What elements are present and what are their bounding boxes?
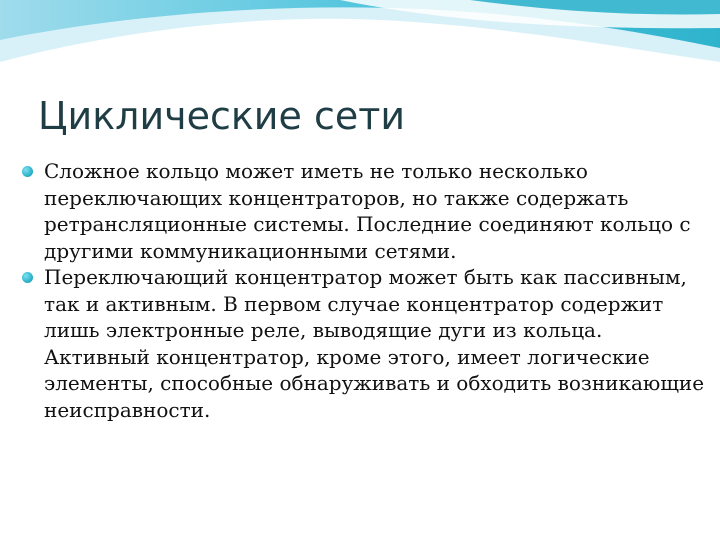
header-wave-decoration <box>0 0 720 90</box>
bullet-text: Переключающий концентратор может быть как пассивным, так и активным. В первом случае концентратор содержит лишь электронные реле, выводящие дуги из кольца. Активный концентратор, кроме этого, имеет логические элементы, способные обнаруживать и обходить возникающие неисправности. <box>44 265 705 422</box>
bullet-item <box>22 158 712 264</box>
slide-title: Циклические сети <box>38 94 406 138</box>
bullet-item <box>22 264 712 423</box>
bullet-text: Сложное кольцо может иметь не только несколько переключающих концентраторов, но также содержать ретрансляционные системы. Последние соединяют кольцо с другими коммуникационными сетями. <box>44 159 691 263</box>
bullet-list <box>22 158 712 423</box>
bullet-dot-icon <box>22 166 33 177</box>
bullet-dot-icon <box>22 272 33 283</box>
